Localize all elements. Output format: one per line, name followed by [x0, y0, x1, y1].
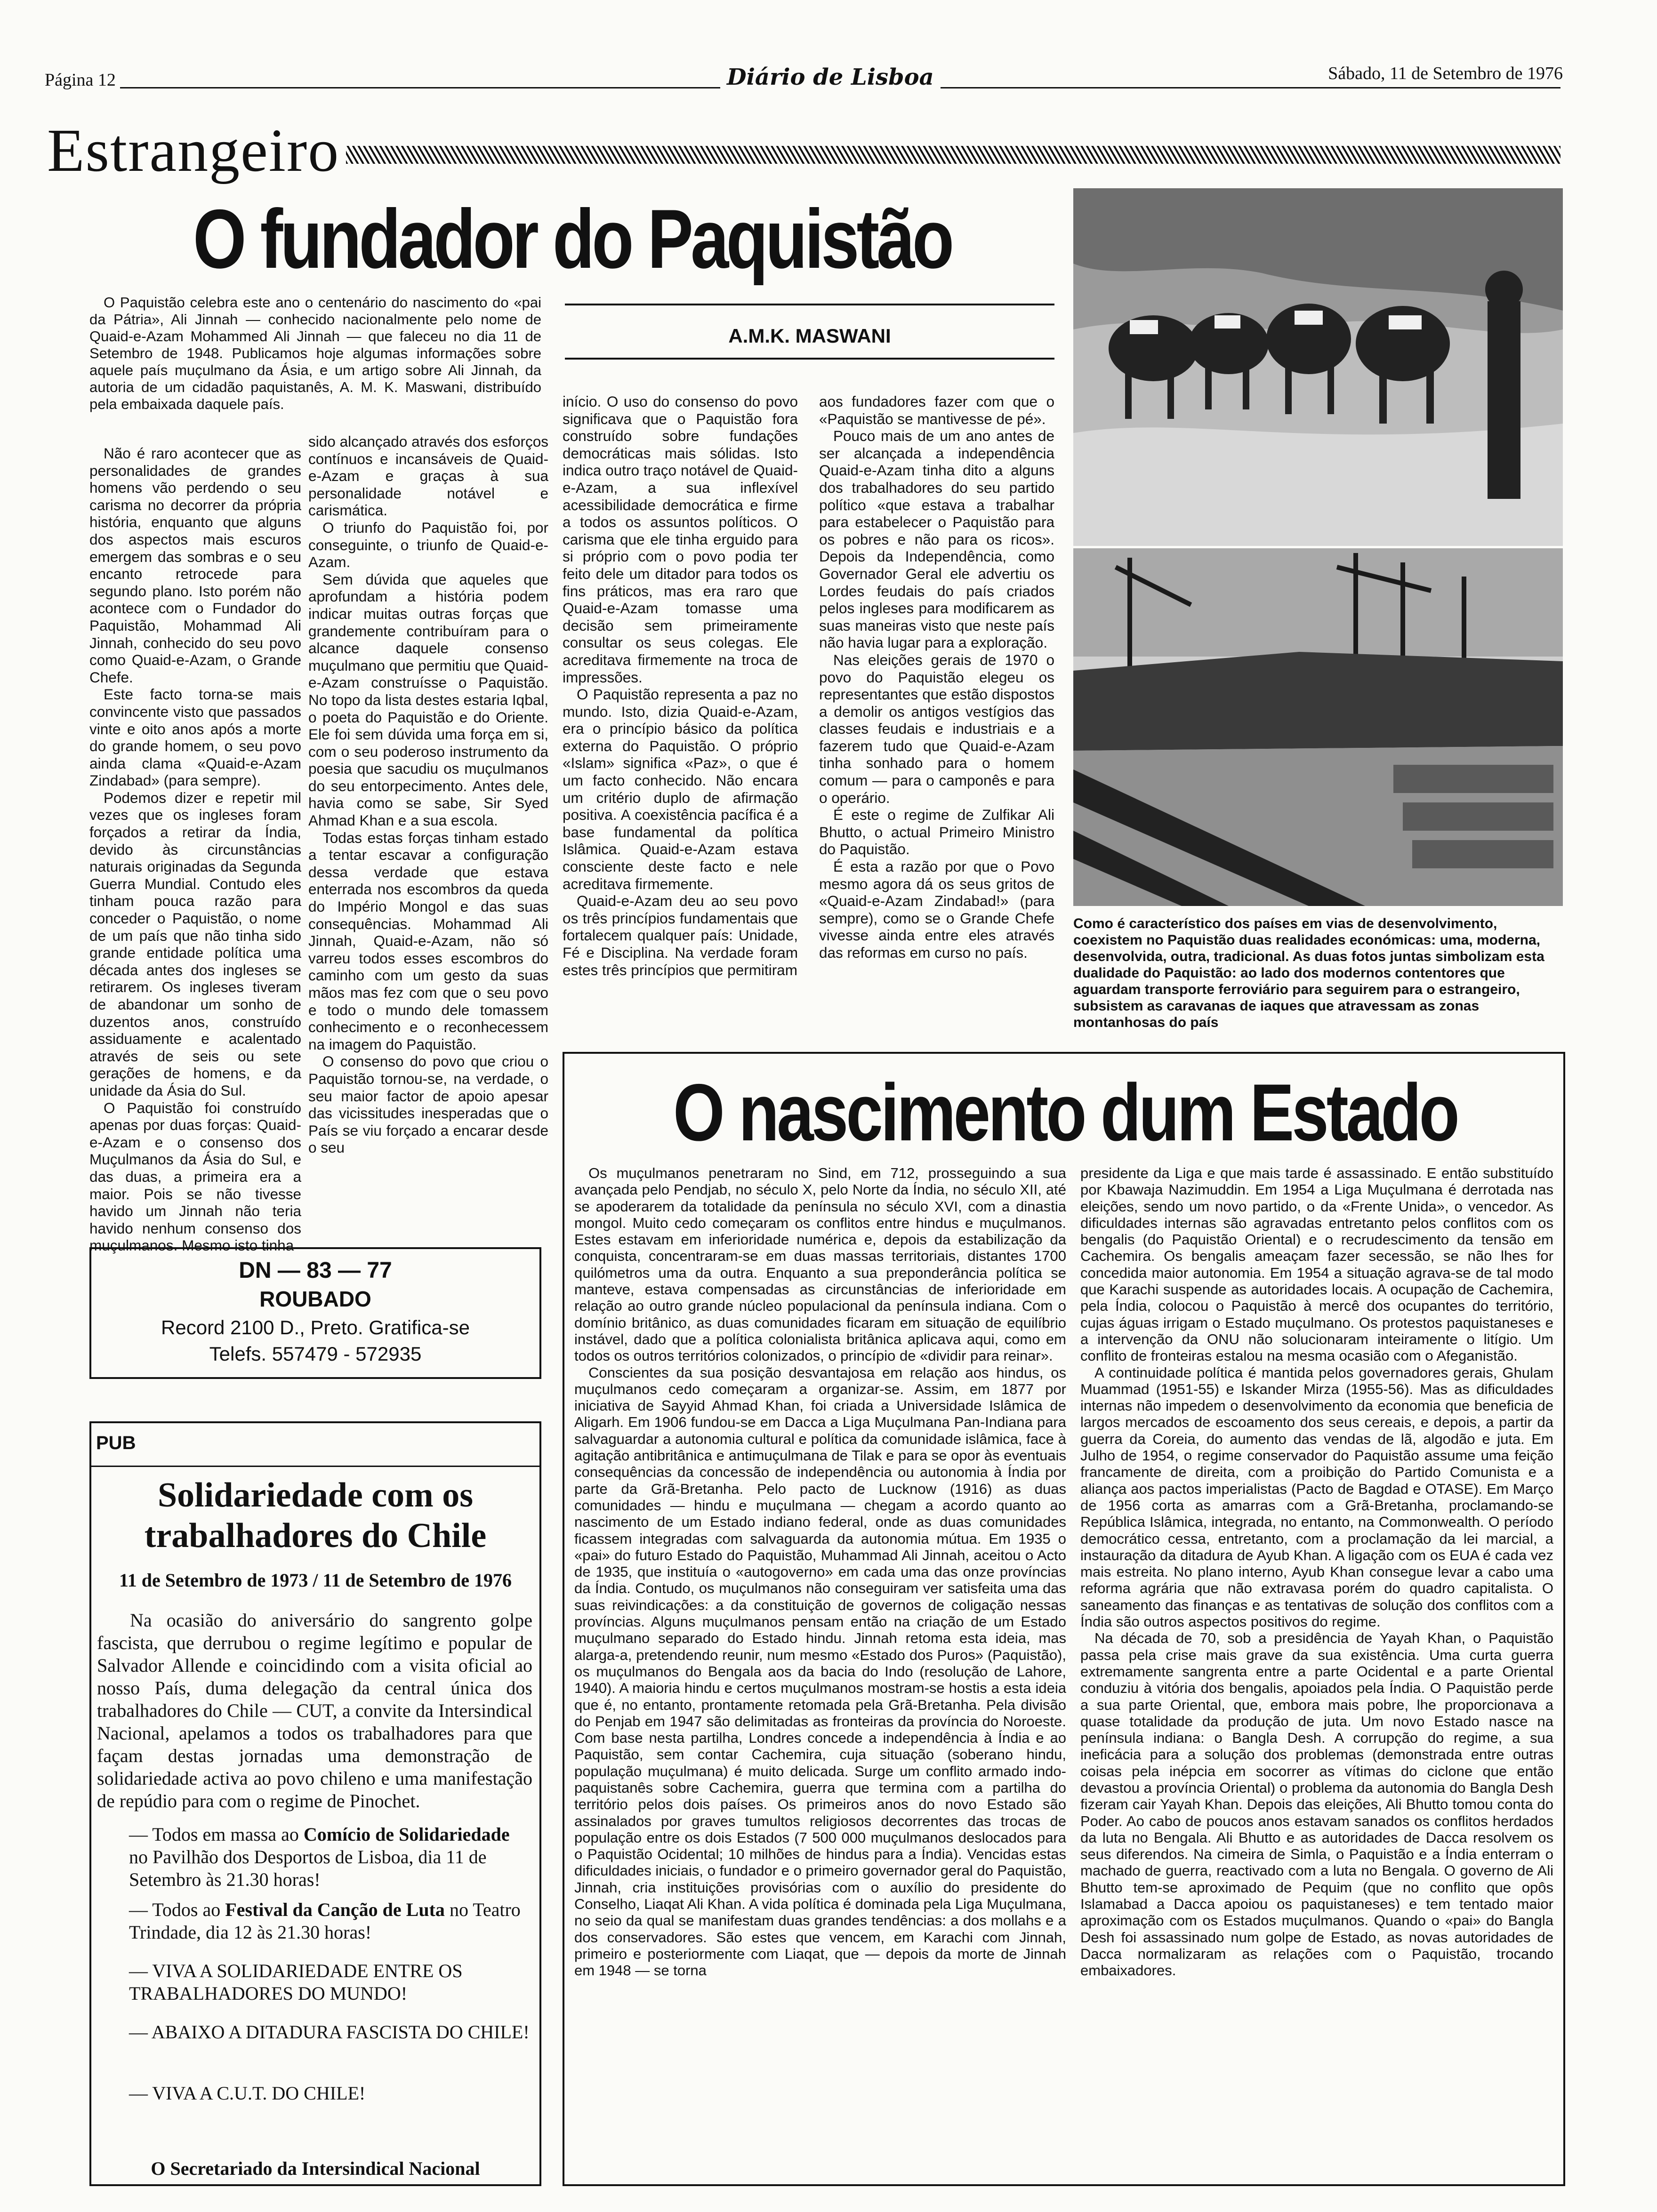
page-number: Página 12 [45, 70, 116, 90]
paragraph: início. O uso do consenso do povo significava que o Paquistão fora construído sobre fundações democráticas mais sólidas. Isto indica outro traço notável de Quaid-e-Azam, a sua inflexível acessibilidade democrática e firme a todos os assuntos políticos. O carisma que ele tinha erguido para si próprio com o povo podia ter feito dele um ditador para todos os fins práticos, mas era raro que Quaid-e-Azam tomasse uma decisão sem primeiramente consultar os seus colegas. Ele acreditava firmemente na troca de impressões. [563, 393, 798, 686]
plate-number: DN — 83 — 77 [239, 1258, 392, 1283]
byline: A.M.K. MASWANI [728, 325, 891, 347]
pub-item-3: — VIVA A SOLIDARIEDADE ENTRE OS TRABALHADORES DO MUNDO! [129, 1960, 463, 2004]
intro-paragraph: O Paquistão celebra este ano o centenário do nascimento do «pai da Pátria», Ali Jinnah — conhecido nacionalmente pelo nome de Quaid-e-Azam Mohammed Ali Jinnah — que faleceu no dia 11 de Setembro de 1948. Publicamos hoje algumas informações sobre aquele país muçulmano da Ásia, e um artigo sobre Ali Jinnah, da autoria de um cidadão paquistanês, A. M. K. Maswani, distribuído pela embaixada daquele país. [89, 294, 541, 412]
pub-title: Solidariedade com os trabalhadores do Chile [144, 1476, 487, 1555]
article1-column-3 [563, 393, 798, 978]
byline-rule-top [565, 304, 1054, 305]
pub-signature: O Secretariado da Intersindical Nacional [151, 2158, 480, 2179]
photo-caption: Como é característico dos países em vias de desenvolvimento, coexistem no Paquistão duas realidades económicas: uma, moderna, desenvolvida, outra, tradicional. As duas fotos juntas simbolizam esta dualidade do Paquistão: ao lado dos modernos contentores que aguardam transporte ferroviário para seguirem para o estrangeiro, subsistem as caravanas de iaques que atravessam as zonas montanhosas do país [1073, 916, 1544, 1030]
item-text: no Teatro Trindade, dia 12 às 21.30 horas! [129, 1899, 521, 1943]
stolen-label: ROUBADO [259, 1287, 371, 1311]
paragraph: A continuidade política é mantida pelos governadores gerais, Ghulam Muammad (1951-55) e Iskander Mirza (1955-56). Mas as dificuldades internas não impedem o desenvolvimento da economia que beneficia de largos mercados de escoamento dos seus cereais, e depois, a partir da guerra da Coreia, do aumento das vendas de lã, algodão e juta. Em Julho de 1954, o regime conservador do Paquistão assume uma feição francamente de direita, com a proibição do Partido Comunista e a aliança aos pactos imperialistas (Pacto de Bagdad e OTASE). Em Março de 1956 corta as amarras com a Grã-Bretanha, proclamando-se República Islâmica, integrada, no entanto, na Commonwealth. O período democrático cessa, entretanto, com a proclamação da lei marcial, a instauração da ditadura de Ayub Khan. A ligação com os EUA é cada vez mais estreita. No plano interno, Ayub Khan consegue levar a cabo uma reforma agrária que não extravasa porém do quadro capitalista. O saneamento das finanças e as tentativas de solução dos conflitos com a Índia são outros aspectos positivos do regime. [1080, 1364, 1553, 1630]
paragraph: O triunfo do Paquistão foi, por conseguinte, o triunfo de Quaid-e-Azam. [308, 519, 548, 571]
photo-yak-caravan [1073, 188, 1563, 546]
item-text: Todos em massa ao [152, 1824, 304, 1845]
masthead: Diário de Lisboa [720, 64, 941, 90]
paragraph: O consenso do povo que criou o Paquistão tornou-se, na verdade, o seu maior factor de apoio apesar das vicissitudes inesperadas que o País se viu forçado a encarar desde o seu [308, 1053, 548, 1156]
paragraph: Na década de 70, sob a presidência de Yayah Khan, o Paquistão passa pela crise mais grave da sua existência. Uma curta guerra extremamente sangrenta entre a parte Ocidental e a parte Oriental conduziu à vitória dos bengalis, apoiados pela Índia. O Paquistão perde a sua parte Oriental, que, embora mais pobre, lhe proporcionava a quase totalidade da produção de juta. Um novo Estado nasce na península indiana: o Bangla Desh. A corrupção do regime, a sua ineficácia para a solução dos problemas (demonstrada entre outras coisas pela inépcia em socorrer as vítimas do ciclone que então devastou a província Oriental) o problema da autonomia do Bangla Desh fizeram cair Yayah Khan. Depois das eleições, Ali Bhutto tomou conta do Poder. Ao cabo de poucos anos estavam sanados os conflitos herdados da luta no Bengala. Ali Bhutto e as autoridades de Dacca resolvem os seus diferendos. Na cimeira de Simla, o Paquistão e a Índia enterram o machado de guerra, reactivado com a luta no Bengala. O governo de Ali Bhutto tem-se aproximado de Pequim (que no conflito que opôs Islamabad a Dacca apoiou os paquistaneses) e tem tentado maior aproximação com os Estados muçulmanos. Quando o «pai» do Bangla Desh foi assassinado num golpe de Estado, as novas autoridades de Dacca normalizaram as relações com o Paquistão, trocando embaixadores. [1080, 1630, 1553, 1979]
article1-column-2 [308, 433, 548, 1156]
article2-column-1 [574, 1165, 1066, 1979]
paragraph: presidente da Liga e que mais tarde é assassinado. E então substituído por Kbawaja Nazimuddin. Em 1954 a Liga Muçulmana é derrotada nas eleições, sendo um novo partido, o da «Frente Unida», o vencedor. As dificuldades internas são agravadas entretanto pelos conflitos com os bengalis (do Paquistão Oriental) e o recrudescimento da tensão em Cachemira. Os bengalis ameaçam fazer secessão, se não lhes for concedida maior autonomia. Em 1954 a situação agrava-se de tal modo que Karachi suspende as autoridades locais. A ocupação de Cachemira, pela Índia, colocou o Paquistão à mercê dos ocupantes do território, cujas águas irrigam o Estado muçulmano. Os protestos paquistaneses e a intervenção da ONU não solucionaram inteiramente o litígio. Um conflito de fronteiras estalou na mesma ocasião com o Afeganistão. [1080, 1165, 1553, 1364]
item-bold: Festival da Canção de Luta [225, 1899, 445, 1920]
pub-body [97, 1609, 532, 1812]
section-title: Estrangeiro [47, 117, 340, 184]
paragraph: Pouco mais de um ano antes de ser alcançada a independência Quaid-e-Azam tinha dito a alguns dos trabalhadores do seu partido político «que estava a trabalhar para estabelecer o Paquistão para os pobres e não para os ricos». Depois da Independência, como Governador Geral ele advertiu os Lordes feudais do país criados pelos ingleses para modificarem as suas maneiras visto que neste país não havia lugar para a exploração. [819, 427, 1054, 651]
pub-tag: PUB [96, 1433, 136, 1453]
paragraph: Quaid-e-Azam deu ao seu povo os três princípios fundamentais que fortalecem qualquer país: Unidade, Fé e Disciplina. Na verdade foram estes três princípios que permitiram [563, 892, 798, 978]
paragraph: Na ocasião do aniversário do sangrento golpe fascista, que derrubou o regime legítimo e popular de Salvador Allende e coincidindo com a visita oficial ao nosso País, duma delegação da central única dos trabalhadores do Chile — CUT, a convite da Intersindical Nacional, apelamos a todos os trabalhadores para que façam destas jornadas uma demonstração de solidariedade activa ao povo chileno e uma manifestação de repúdio para com o regime de Pinochet. [97, 1610, 532, 1811]
paragraph: O Paquistão representa a paz no mundo. Isto, dizia Quaid-e-Azam, era o princípio básico da política externa do Paquistão. O próprio «Islam» significa «Paz», o que é um facto conhecido. Não encara um critério duplo de afirmação positiva. A coexistência pacífica é a base fundamental da política Islâmica. Quaid-e-Azam estava consciente deste facto e nele acreditava firmemente. [563, 686, 798, 892]
paragraph: Podemos dizer e repetir mil vezes que os ingleses foram forçados a retirar da Índia, devido às circunstâncias naturais originadas da Segunda Guerra Mundial. Contudo eles tinham pouca razão para conceder o Paquistão, o nome de um país que não tinha sido grande entidade política uma década antes dos ingleses se retirarem. Os ingleses tiveram de abandonar um sonho de duzentos anos, construído assiduamente e acalentado através de seis ou sete gerações de homens, e da unidade da Ásia do Sul. [89, 789, 301, 1099]
classified-stolen-car [89, 1247, 541, 1379]
pub-item-1: — Todos em massa ao Comício de Solidariedade no Pavilhão dos Desportos de Lisboa, dia 11 de Setembro às 21.30 horas! [129, 1824, 510, 1890]
section-hatch-rule [346, 146, 1560, 164]
pub-item-4: — ABAIXO A DITADURA FASCISTA DO CHILE! [129, 2021, 530, 2043]
paragraph: Todas estas forças tinham estado a tentar escavar a configuração dessa verdade que estava enterrada nos escombros da queda do Império Mongol e das suas consequências. Mohammad Ali Jinnah, Quaid-e-Azam, não só varreu todos esses escombros do caminho com um gesto da suas mãos mas fez com que o seu povo e todo o mundo dele tomassem conhecimento e o reconhecessem na imagem do Paquistão. [308, 829, 548, 1053]
paragraph: Conscientes da sua posição desvantajosa em relação aos hindus, os muçulmanos cedo começaram a organizar-se. Assim, em 1877 por iniciativa de Sayyid Ahmad Khan, foi criada a Universidade Islâmica de Aligarh. Em 1906 fundou-se em Dacca a Liga Muçulmana Pan-Indiana para salvaguardar a autonomia cultural e política da comunidade islâmica, face à agitação antibritânica e antimuçulmana de Tilak e para se opor às eventuais consequências da concessão de independência ou autonomia à Índia por parte da Grã-Bretanha. Pelo pacto de Lucknow (1916) as duas comunidades — hindu e muçulmana — chegam a acordo quanto ao nascimento de um Estado indiano federal, onde as duas comunidades ficassem integradas com salvaguarda da autonomia mútua. Em 1935 o «pai» do futuro Estado do Paquistão, Muhammad Ali Jinnah, aceitou o Acto de 1935, que instituía o «autogoverno» em cada uma das onze províncias da Índia. Contudo, os muçulmanos não conseguiram ver satisfeita uma das suas reivindicações: a da constituição de governos de coligação nessas províncias. Alguns muçulmanos pensam então na criação de um Estado muçulmano separado do Estado hindu. Jinnah retoma esta ideia, mas alarga-a, pretendendo reunir, num mesmo «Estado dos Puros» (Paquistão), os muçulmanos do Bengala aos da bacia do Indo (resolução de Lahore, 1940). A maioria hindu e certos muçulmanos mostram-se hostis a esta ideia que é, no entanto, prontamente retomada pela Grã-Bretanha. Pela divisão do Penjab em 1947 são delimitadas as fronteiras da província do Noroeste. Com base nesta partilha, Londres concede a independência à Índia e ao Paquistão, sem contar Cachemira, cuja situação (soberano hindu, população muçulmana) é muito delicada. Surge um conflito armado indo-paquistanês sobre Cachemira, guerra que termina com a partilha do território pelos dois países. Os primeiros anos do novo Estado são assinalados por graves tumultos religiosos decorrentes das trocas de população entre os dois Estados (7 500 000 muçulmanos deslocados para o Paquistão Ocidental; 10 milhões de hindus para a Índia). Vencidas estas dificuldades iniciais, o fundador e o primeiro governador geral do Paquistão, Jinnah, cria instituições provisórias com o auxílio do presidente do Conselho, Liaqat Ali Khan. A vida política é dominada pela Liga Muçulmana, no seio da qual se manifestam duas grandes tendências: a dos mollahs e a dos conservadores. São estes que vencem, em Karachi com Jinnah, primeiro e posteriormente com Liaqat, que — depois da morte de Jinnah em 1948 — se torna [574, 1364, 1066, 1979]
pub-item-5: — VIVA A C.U.T. DO CHILE! [129, 2083, 366, 2104]
reward-text: Record 2100 D., Preto. Gratifica-se [161, 1316, 470, 1338]
paragraph: Sem dúvida que aqueles que aprofundam a história podem indicar muitas outras forças que grandemente contribuíram para o alcance daquele consenso muçulmano que permitiu que Quaid-e-Azam construísse o Paquistão. No topo da lista destes estaria Iqbal, o poeta do Paquistão e do Oriente. Ele foi sem dúvida uma força em si, com o seu poderoso instrumento da poesia que sacudiu os muçulmanos do seu entorpecimento. Antes dele, havia como se sabe, Sir Syed Ahmad Khan e a sua escola. [308, 570, 548, 829]
paragraph: Os muçulmanos penetraram no Sind, em 712, prosseguindo a sua avançada pelo Pendjab, no século X, pelo Norte da Índia, no século XII, até se apoderarem da totalidade da península no século XVI, com a dinastia mongol. Muito cedo começaram os conflitos entre hindus e muçulmanos. Estes estavam em inferioridade numérica e, depois da estabilização da conquista, concentraram-se em duas massas territoriais, distantes 1700 quilómetros uma da outra. Enquanto a sua preponderância política se manteve, estava compensadas as circunstâncias de inferioridade em relação ao outro grande núcleo populacional da península indiana. Com o domínio britânico, as duas comunidades ficaram em situação de equilíbrio instável, dado que a política colonialista britânica aplicava aqui, como em todos os outros territórios colonizados, o princípio de «dividir para reinar». [574, 1165, 1066, 1364]
photo-containers-port [1073, 548, 1563, 906]
advertisement-chile [89, 1421, 541, 2186]
article1-column-1 [89, 445, 301, 1254]
paragraph: É este o regime de Zulfikar Ali Bhutto, o actual Primeiro Ministro do Paquistão. [819, 806, 1054, 858]
headline-2: O nascimento dum Estado [673, 1067, 1457, 1158]
article1-column-4 [819, 393, 1054, 962]
paragraph: Nas eleições gerais de 1970 o povo do Paquistão elegeu os representantes que estão dispostos a demolir os antigos vestígios das classes feudais e industriais e a fazerem tudo que Quaid-e-Azam tinha sonhado para o homem comum — para o camponês e para o operário. [819, 651, 1054, 806]
paragraph: Não é raro acontecer que as personalidades de grandes homens vão perdendo o seu carisma no decorrer da própria história, enquanto que alguns dos aspectos mais escuros emergem das sombras e o seu encanto retrocede para segundo plano. Isto porém não acontece com o Fundador do Paquistão, Mohammad Ali Jinnah, conhecido do seu povo como Quaid-e-Azam, o Grande Chefe. [89, 445, 301, 686]
item-text: no Pavilhão dos Desportos de Lisboa, dia 11 de Setembro às 21.30 horas! [129, 1846, 487, 1890]
pub-dates: 11 de Setembro de 1973 / 11 de Setembro de 1976 [119, 1570, 512, 1591]
phone-numbers: Telefs. 557479 - 572935 [209, 1343, 422, 1365]
byline-rule-bottom [565, 358, 1054, 360]
pub-rule [91, 1466, 539, 1467]
item-text: VIVA A SOLIDARIEDADE ENTRE OS TRABALHADORES DO MUNDO! [129, 1960, 463, 2004]
item-text: Todos ao [152, 1899, 225, 1920]
paragraph: aos fundadores fazer com que o «Paquistão se mantivesse de pé». [819, 393, 1054, 427]
item-text: VIVA A C.U.T. DO CHILE! [152, 2083, 366, 2104]
pub-item-2: — Todos ao Festival da Canção de Luta no Teatro Trindade, dia 12 às 21.30 horas! [129, 1899, 521, 1943]
paragraph: Este facto torna-se mais convincente visto que passados vinte e oito anos após a morte do grande homem, o seu povo ainda clama «Quaid-e-Azam Zindabad» (para sempre). [89, 686, 301, 789]
item-bold: Comício de Solidariedade [303, 1824, 510, 1845]
article2-column-2 [1080, 1165, 1553, 1979]
issue-date: Sábado, 11 de Setembro de 1976 [1309, 63, 1563, 84]
paragraph: O Paquistão foi construído apenas por duas forças: Quaid-e-Azam e o consenso dos Muçulmanos da Ásia do Sul, e das duas, a primeira era a maior. Pois se não tivesse havido um Jinnah não teria havido nenhum consenso dos muçulmanos. Mesmo isto tinha [89, 1099, 301, 1254]
headline-1: O fundador do Paquistão [193, 192, 952, 286]
paragraph: É esta a razão por que o Povo mesmo agora dá os seus gritos de «Quaid-e-Azam Zindabad!» (para sempre), como se o Grande Chefe vivesse ainda entre eles através das reformas em curso no país. [819, 858, 1054, 961]
paragraph: sido alcançado através dos esforços contínuos e incansáveis de Quaid-e-Azam e graças à sua personalidade notável e carismática. [308, 433, 548, 519]
item-text: ABAIXO A DITADURA FASCISTA DO CHILE! [151, 2021, 530, 2043]
